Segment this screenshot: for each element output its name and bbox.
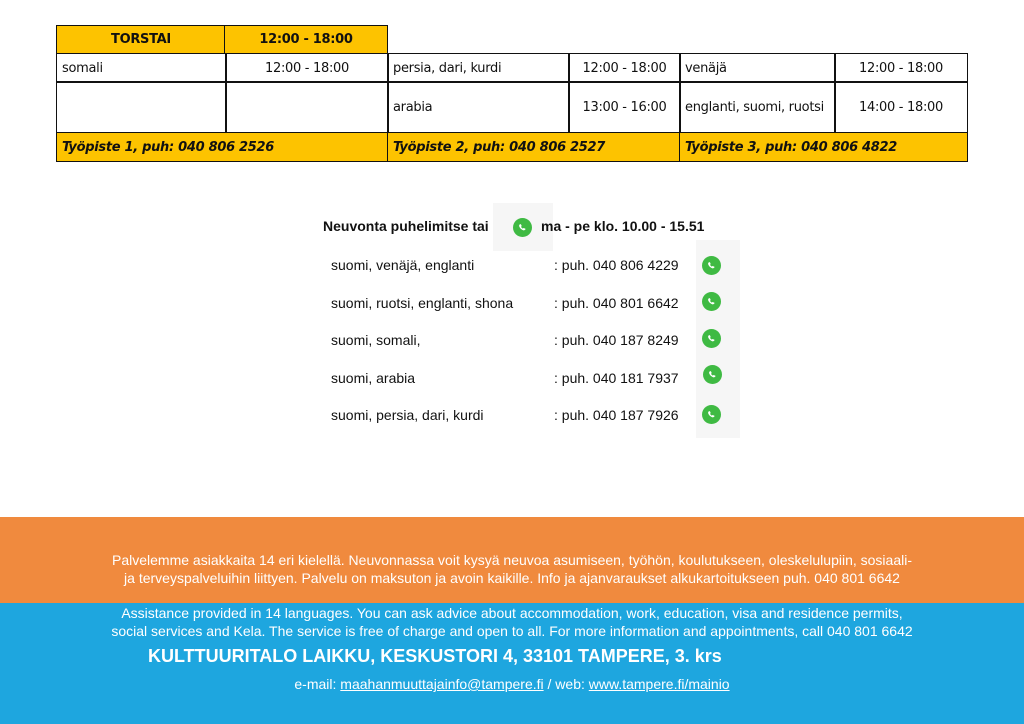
advice-hours: ma - pe klo. 10.00 - 15.51 bbox=[541, 218, 705, 234]
table-cell: arabia bbox=[387, 81, 570, 134]
advice-languages: suomi, arabia bbox=[331, 370, 416, 386]
advice-languages: suomi, persia, dari, kurdi bbox=[331, 407, 484, 423]
finnish-info-line: Palvelemme asiakkaita 14 eri kielellä. Neuvonnassa voit kysyä neuvoa asumiseen, työhön, koulutukseen, oleskelulupiin, sosiaali- bbox=[112, 552, 912, 568]
address: KULTTUURITALO LAIKKU, KESKUSTORI 4, 33101 TAMPERE, 3. krs bbox=[148, 646, 722, 666]
day-hours: 12:00 - 18:00 bbox=[259, 32, 353, 47]
contact-line bbox=[0, 676, 1024, 692]
web-link[interactable]: www.tampere.fi/mainio bbox=[588, 676, 730, 692]
advice-phone: : puh. 040 187 7926 bbox=[554, 407, 679, 423]
day-label: TORSTAI bbox=[111, 32, 171, 47]
table-cell: somali bbox=[56, 53, 227, 83]
advice-languages: suomi, venäjä, englanti bbox=[331, 257, 475, 273]
table-cell bbox=[225, 81, 389, 134]
email-label: e-mail: bbox=[294, 676, 337, 692]
table-cell: persia, dari, kurdi bbox=[387, 53, 570, 83]
footer-finnish-band bbox=[0, 517, 1024, 603]
whatsapp-icon[interactable] bbox=[702, 256, 721, 275]
workstation-1: Työpiste 1, puh: 040 806 2526 bbox=[56, 132, 389, 162]
table-cell: 12:00 - 18:00 bbox=[834, 53, 968, 83]
workstation-3: Työpiste 3, puh: 040 806 4822 bbox=[679, 132, 968, 162]
schedule-table bbox=[56, 25, 968, 163]
workstation-2: Työpiste 2, puh: 040 806 2527 bbox=[387, 132, 681, 162]
whatsapp-icon[interactable] bbox=[702, 329, 721, 348]
whatsapp-icon[interactable] bbox=[702, 405, 721, 424]
english-info-line: social services and Kela. The service is free of charge and open to all. For more information and appointments, call 040 801 6642 bbox=[111, 623, 913, 639]
advice-phone: : puh. 040 187 8249 bbox=[554, 332, 679, 348]
english-info-line: Assistance provided in 14 languages. You can ask advice about accommodation, work, education, visa and residence permits, bbox=[121, 605, 903, 621]
advice-phone: : puh. 040 806 4229 bbox=[554, 257, 679, 273]
table-cell: 12:00 - 18:00 bbox=[568, 53, 681, 83]
advice-languages: suomi, ruotsi, englanti, shona bbox=[331, 295, 514, 311]
table-cell: 14:00 - 18:00 bbox=[834, 81, 968, 134]
email-link[interactable]: maahanmuuttajainfo@tampere.fi bbox=[340, 676, 544, 692]
advice-languages: suomi, somali, bbox=[331, 332, 421, 348]
finnish-info-line: ja terveyspalveluihin liittyen. Palvelu on maksuton ja avoin kaikille. Info ja ajanvaraukset alkukartoitukseen puh. 040 801 6642 bbox=[124, 570, 900, 586]
table-cell: englanti, suomi, ruotsi bbox=[679, 81, 836, 134]
whatsapp-icon bbox=[513, 218, 532, 237]
table-cell: venäjä bbox=[679, 53, 836, 83]
table-cell bbox=[56, 81, 227, 134]
web-label: / web: bbox=[547, 676, 585, 692]
advice-title: Neuvonta puhelimitse tai bbox=[323, 218, 489, 234]
whatsapp-icon[interactable] bbox=[703, 365, 722, 384]
day-cell bbox=[56, 25, 226, 54]
day-hours-cell bbox=[224, 25, 388, 54]
advice-phone: : puh. 040 181 7937 bbox=[554, 370, 679, 386]
table-cell: 13:00 - 16:00 bbox=[568, 81, 681, 134]
whatsapp-icon[interactable] bbox=[702, 292, 721, 311]
table-cell: 12:00 - 18:00 bbox=[225, 53, 389, 83]
advice-phone: : puh. 040 801 6642 bbox=[554, 295, 679, 311]
